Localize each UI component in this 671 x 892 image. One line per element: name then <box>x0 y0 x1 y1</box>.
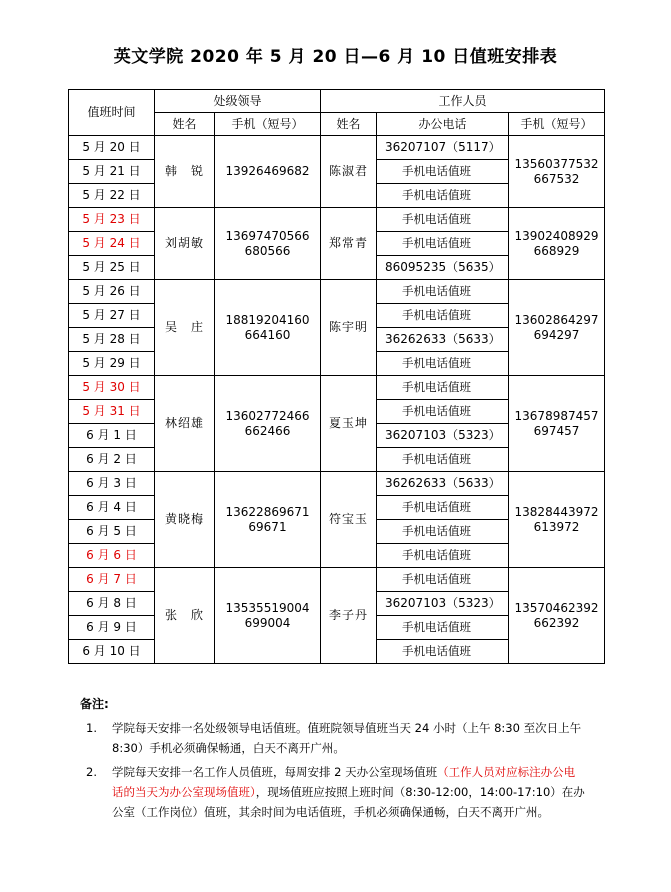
office-phone: 手机电话值班 <box>377 304 509 328</box>
staff-name: 李子丹 <box>321 568 377 664</box>
leader-mobile: 13926469682 <box>225 164 310 179</box>
office-phone: 手机电话值班 <box>377 496 509 520</box>
leader-mobile: 13602772466 <box>225 409 310 424</box>
office-phone: 手机电话值班 <box>377 568 509 592</box>
leader-mobile: 18819204160 <box>225 313 310 328</box>
table-row <box>69 208 605 232</box>
duty-date: 6 月 6 日 <box>69 544 155 568</box>
duty-date: 5 月 23 日 <box>69 208 155 232</box>
duty-date: 5 月 24 日 <box>69 232 155 256</box>
page-title: 英文学院 2020 年 5 月 20 日—6 月 10 日值班安排表 <box>113 47 558 67</box>
note-text <box>112 762 585 822</box>
staff-mobile-cell <box>509 136 605 208</box>
staff-mobile: 13678987457 <box>514 409 599 424</box>
office-phone: 手机电话值班 <box>377 352 509 376</box>
leader-mobile-cell <box>215 376 321 472</box>
leader-name: 吴 庄 <box>155 280 215 376</box>
leader-name: 林绍雄 <box>155 376 215 472</box>
duty-date: 5 月 26 日 <box>69 280 155 304</box>
table-row <box>69 472 605 496</box>
leader-short-number: 680566 <box>244 243 291 258</box>
note-text-highlight: （工作人员对应标注办公电话的当天为办公室现场值班） <box>112 765 576 799</box>
staff-mobile-cell <box>509 568 605 664</box>
leader-mobile-cell <box>215 568 321 664</box>
duty-date: 5 月 20 日 <box>69 136 155 160</box>
office-phone: 36207103（5323） <box>377 592 509 616</box>
staff-name: 夏玉坤 <box>321 376 377 472</box>
office-phone: 手机电话值班 <box>377 400 509 424</box>
table-row <box>69 568 605 592</box>
office-phone: 手机电话值班 <box>377 232 509 256</box>
note-text: 学院每天安排一名处级领导电话值班。值班院领导值班当天 24 小时（上午 8:30 至次日上午 8:30）手机必须确保畅通，白天不离开广州。 <box>112 721 582 755</box>
header-leader-mobile: 手机（短号） <box>215 113 321 136</box>
duty-date: 5 月 21 日 <box>69 160 155 184</box>
note-number: 1. <box>86 721 97 735</box>
office-phone: 手机电话值班 <box>377 208 509 232</box>
leader-name: 韩 锐 <box>155 136 215 208</box>
staff-name: 陈宇明 <box>321 280 377 376</box>
staff-short-number: 694297 <box>533 327 580 342</box>
duty-date: 6 月 1 日 <box>69 424 155 448</box>
duty-date: 5 月 25 日 <box>69 256 155 280</box>
header-staff: 工作人员 <box>321 90 605 113</box>
notes-heading: 备注: <box>80 697 109 711</box>
staff-short-number: 613972 <box>533 519 580 534</box>
duty-date: 6 月 8 日 <box>69 592 155 616</box>
header-row-1 <box>69 90 605 113</box>
office-phone: 手机电话值班 <box>377 616 509 640</box>
duty-date: 5 月 30 日 <box>69 376 155 400</box>
staff-mobile: 13828443972 <box>514 505 599 520</box>
duty-date: 6 月 10 日 <box>69 640 155 664</box>
office-phone: 手机电话值班 <box>377 376 509 400</box>
office-phone: 手机电话值班 <box>377 160 509 184</box>
duty-date: 5 月 29 日 <box>69 352 155 376</box>
header-leader-name: 姓名 <box>155 113 215 136</box>
duty-date: 6 月 5 日 <box>69 520 155 544</box>
duty-date: 6 月 4 日 <box>69 496 155 520</box>
staff-short-number: 662392 <box>533 615 580 630</box>
duty-date: 6 月 7 日 <box>69 568 155 592</box>
leader-short-number: 662466 <box>244 423 291 438</box>
duty-roster-table <box>68 89 605 664</box>
notes-section <box>80 694 585 826</box>
leader-mobile-cell <box>215 472 321 568</box>
table-row <box>69 376 605 400</box>
roster-body <box>69 90 605 664</box>
office-phone: 手机电话值班 <box>377 184 509 208</box>
staff-name: 郑常青 <box>321 208 377 280</box>
office-phone: 手机电话值班 <box>377 448 509 472</box>
leader-name: 刘胡敏 <box>155 208 215 280</box>
leader-name: 黄晓梅 <box>155 472 215 568</box>
duty-date: 6 月 3 日 <box>69 472 155 496</box>
office-phone: 86095235（5635） <box>377 256 509 280</box>
staff-mobile-cell <box>509 376 605 472</box>
leader-mobile-cell <box>215 208 321 280</box>
note-text-after: ，现场值班应按照上班时间（8:30-12:00，14:00-17:10）在办公室（工作岗位）值班，其余时间为电话值班，手机必须确保通畅，白天不离开广州。 <box>112 785 585 819</box>
staff-name: 符宝玉 <box>321 472 377 568</box>
office-phone: 手机电话值班 <box>377 280 509 304</box>
staff-short-number: 667532 <box>533 171 580 186</box>
table-row <box>69 280 605 304</box>
header-staff-name: 姓名 <box>321 113 377 136</box>
office-phone: 36207107（5117） <box>377 136 509 160</box>
staff-name: 陈淑君 <box>321 136 377 208</box>
note-item-1 <box>80 718 585 758</box>
staff-short-number: 697457 <box>533 423 580 438</box>
duty-date: 5 月 22 日 <box>69 184 155 208</box>
duty-date: 5 月 27 日 <box>69 304 155 328</box>
leader-mobile-cell <box>215 136 321 208</box>
duty-date: 5 月 28 日 <box>69 328 155 352</box>
staff-mobile: 13560377532 <box>514 157 599 172</box>
header-staff-mobile: 手机（短号） <box>509 113 605 136</box>
duty-date: 6 月 2 日 <box>69 448 155 472</box>
duty-date: 6 月 9 日 <box>69 616 155 640</box>
duty-date: 5 月 31 日 <box>69 400 155 424</box>
office-phone: 36262633（5633） <box>377 472 509 496</box>
staff-mobile: 13570462392 <box>514 601 599 616</box>
leader-mobile: 13535519004 <box>225 601 310 616</box>
staff-mobile-cell <box>509 280 605 376</box>
office-phone: 手机电话值班 <box>377 520 509 544</box>
office-phone: 手机电话值班 <box>377 544 509 568</box>
leader-name: 张 欣 <box>155 568 215 664</box>
office-phone: 36207103（5323） <box>377 424 509 448</box>
header-duty-time: 值班时间 <box>69 90 155 136</box>
staff-mobile-cell <box>509 208 605 280</box>
note-text-before: 学院每天安排一名工作人员值班，每周安排 2 天办公室现场值班 <box>112 765 438 779</box>
staff-mobile-cell <box>509 472 605 568</box>
staff-mobile: 13602864297 <box>514 313 599 328</box>
office-phone: 手机电话值班 <box>377 640 509 664</box>
leader-mobile: 13697470566 <box>225 229 310 244</box>
note-item-2 <box>80 762 585 822</box>
leader-short-number: 664160 <box>244 327 291 342</box>
header-office-phone: 办公电话 <box>377 113 509 136</box>
staff-mobile: 13902408929 <box>514 229 599 244</box>
header-leaders: 处级领导 <box>155 90 321 113</box>
leader-mobile: 13622869671 <box>225 505 310 520</box>
leader-short-number: 69671 <box>248 519 287 534</box>
office-phone: 36262633（5633） <box>377 328 509 352</box>
table-row <box>69 136 605 160</box>
leader-mobile-cell <box>215 280 321 376</box>
staff-short-number: 668929 <box>533 243 580 258</box>
leader-short-number: 699004 <box>244 615 291 630</box>
note-number: 2. <box>86 765 97 779</box>
